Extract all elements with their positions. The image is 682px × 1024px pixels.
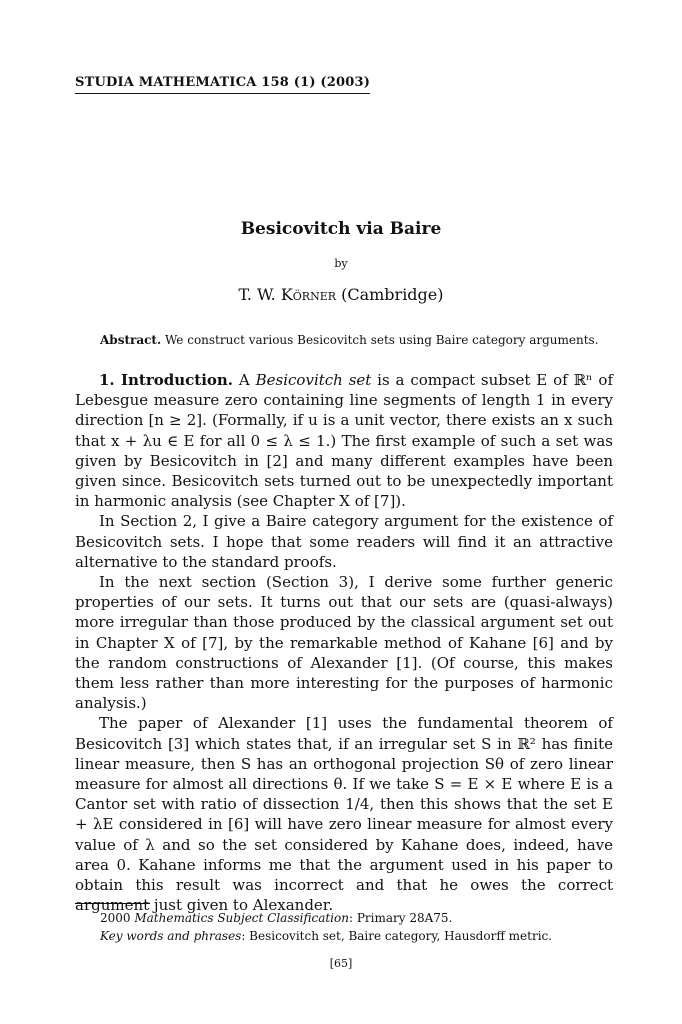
footnotes <box>100 909 620 945</box>
p1-a: A <box>238 371 256 389</box>
footnote-rule <box>75 903 150 904</box>
msc-year: 2000 <box>100 911 135 925</box>
paper-title: Besicovitch via Baire <box>240 219 442 239</box>
paragraph-4: The paper of Alexander [1] uses the fundamental theorem of Besicovitch [3] which states that, if an irregular set S in ℝ² has finite linear measure, then S has an orthogonal projection Sθ of zero linear measure for almost all directions θ. If we take S = E × E where E is a Cantor set with ratio of dissection 1/4, then this shows that the set E + λE considered in [6] will have zero linear measure for almost every value of λ and so the set considered by Kahane does, indeed, have area 0. Kahane informs me that the argument used in his paper to obtain this result was incorrect and that he owes the correct argument just given to Alexander. <box>75 714 613 915</box>
p1-term: Besicovitch set <box>255 371 372 389</box>
footnote-msc <box>100 909 620 927</box>
abstract-label: Abstract. <box>100 333 162 347</box>
kw-label: Key words and phrases <box>100 929 242 943</box>
page-number: [65] <box>329 957 353 970</box>
journal-header: STUDIA MATHEMATICA 158 (1) (2003) <box>75 75 370 94</box>
paragraph-3: In the next section (Section 3), I derive some further generic properties of our sets. It turns out that our sets are (quasi-always) more irregular than those produced by the classical argument set out in Chapter X of [7], by the remarkable method of Kahane [6] and by the random constructions of Alexander [1]. (Of course, this makes them less rather than more interesting for the purposes of harmonic analysis.) <box>75 573 613 713</box>
abstract <box>100 333 600 347</box>
kw-value: : Besicovitch set, Baire category, Hausdorff metric. <box>241 929 553 943</box>
paragraph-2: In Section 2, I give a Baire category argument for the existence of Besicovitch sets. I hope that some readers will find it an attractive alternative to the standard proofs. <box>75 512 613 571</box>
msc-label: Mathematics Subject Classification <box>134 911 349 925</box>
author-initials: T. W. <box>238 285 281 304</box>
author-line <box>0 285 682 304</box>
abstract-text: We construct various Besicovitch sets using Baire category arguments. <box>164 333 599 347</box>
paragraph-1 <box>75 370 613 511</box>
by-line: by <box>334 257 348 270</box>
author-surname: Körner <box>280 285 337 304</box>
author-affiliation: (Cambridge) <box>336 285 444 304</box>
section-heading: 1. Introduction. <box>99 371 234 389</box>
body-text <box>75 370 613 915</box>
footnote-keywords <box>100 927 620 945</box>
msc-value: : Primary 28A75. <box>348 911 453 925</box>
p1-b: is a compact subset E of ℝⁿ of Lebesgue measure zero containing line segments of length 1 in every direction [n ≥ 2]. (Formally, if u is a unit vector, there exists an x such that x + λu ∈ E for all 0 ≤ λ ≤ 1.) The first example of such a set was given by Besicovitch in [2] and many different examples have been given since. Besicovitch sets turned out to be unexpectedly important in harmonic analysis (see Chapter X of [7]). <box>75 371 613 511</box>
